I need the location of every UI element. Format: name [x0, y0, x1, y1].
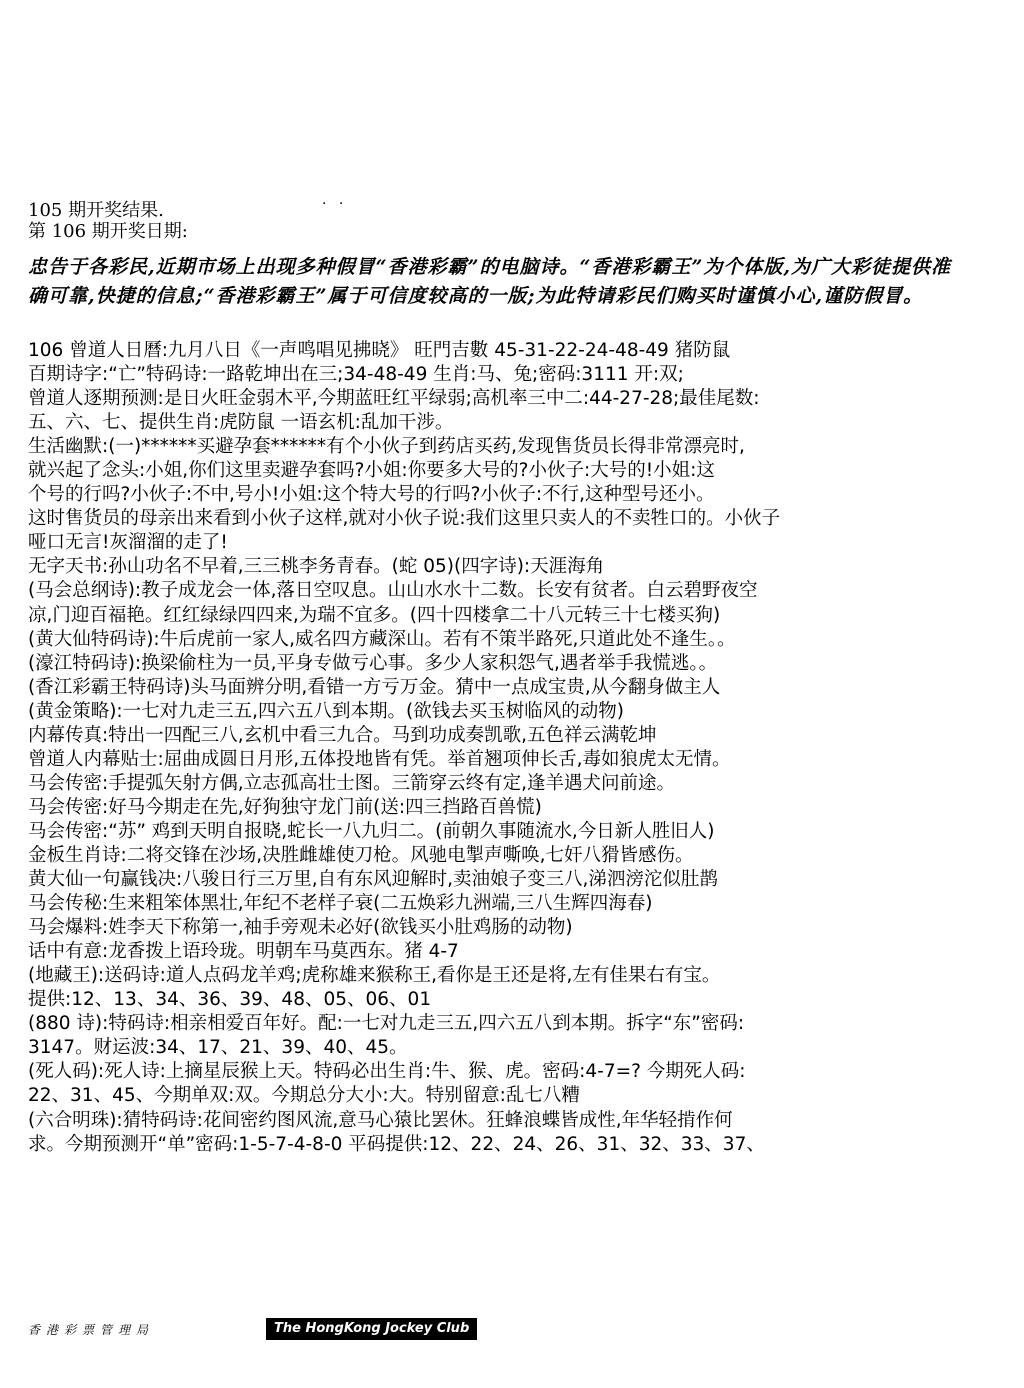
- text-line: 凉,门迎百福艳。红红绿绿四四来,为瑞不宜多。(四十四楼拿二十八元转三十七楼买狗): [28, 604, 721, 626]
- text-line: (黄大仙特码诗):牛后虎前一家人,威名四方藏深山。若有不策半路死,只道此处不逢生。。: [28, 628, 736, 650]
- draw-date-heading: 第 106 期开奖日期:: [28, 221, 188, 242]
- text-line: (濠江特码诗):换梁偷柱为一员,平身专做亏心事。多少人家积怨气,遇者举手我慌逃。。: [28, 652, 718, 674]
- text-line: 这时售货员的母亲出来看到小伙子这样,就对小伙子说:我们这里只卖人的不卖牲口的。小伙子: [28, 508, 781, 530]
- counterfeit-warning-notice: 忠告于各彩民,近期市场上出现多种假冒“香港彩霸”的电脑诗。“香港彩霸王”为个体版,为广大彩徒提供准确可靠,快捷的信息;“香港彩霸王”属于可信度较高的一版;为此特请彩民们购买时谨慎小心,谨防假冒。: [28, 256, 951, 307]
- document-body: [28, 339, 973, 1157]
- text-line: 22、31、45、今期单双:双。今期总分大小:大。特别留意:乱七八糟: [28, 1085, 580, 1107]
- text-line: 106 曾道人日曆:九月八日《一声鸣唱见拂晓》 旺門吉數 45-31-22-24-48-49 猪防鼠: [28, 340, 731, 361]
- text-line: 哑口无言!灰溜溜的走了!: [28, 532, 228, 554]
- text-line: 生活幽默:(一)******买避孕套******有个小伙子到药店买药,发现售货员长得非常漂亮时,: [28, 436, 745, 458]
- text-line: (六合明珠):猜特码诗:花间密约图风流,意马心猿比罢休。狂蜂浪蝶皆成性,年华轻掯作何: [28, 1109, 733, 1131]
- text-line: (黄金策略):一七对九走三五,四六五八到本期。(欲钱去买玉树临风的动物): [28, 700, 624, 722]
- jockey-club-logo-text: The HongKong Jockey Club: [266, 1318, 477, 1340]
- text-line: (880 诗):特码诗:相亲相爱百年好。配:一七对九走三五,四六五八到本期。拆字“东”密码:: [28, 1013, 745, 1035]
- text-line: 提供:12、13、34、36、39、48、05、06、01: [28, 989, 432, 1011]
- text-line: 马会传密:“苏” 鸡到天明自报晓,蛇长一八九归二。(前朝久事随流水,今日新人胜旧人): [28, 820, 715, 842]
- text-line: 马会传秘:生来粗笨体黑壮,年纪不老样子衰(二五焕彩九洲端,三八生辉四海春): [28, 893, 653, 915]
- text-line: 曾道人内幕贴士:屈曲成圆日月形,五体投地皆有凭。举首翘项伸长舌,毒如狼虎太无情。: [28, 748, 731, 770]
- text-line: 马会传密:好马今期走在先,好狗独守龙门前(送:四三挡路百兽慌): [28, 796, 542, 818]
- text-line: 黄大仙一句赢钱决:八骏日行三万里,自有东风迎解时,卖油娘子变三八,涕泗滂沱似肚鹊: [28, 869, 718, 891]
- text-line: 求。今期预测开“单”密码:1-5-7-4-8-0 平码提供:12、22、24、26、31、32、33、37、: [28, 1133, 765, 1155]
- previous-draw-result-heading: 105 期开奖结果.: [28, 200, 164, 221]
- text-line: 个号的行吗?小伙子:不中,号小!小姐:这个特大号的行吗?小伙子:不行,这种型号还小。: [28, 484, 715, 506]
- footer-chinese-label: 香港彩票管理局: [28, 1322, 155, 1337]
- decorative-dots: . .: [322, 192, 348, 208]
- text-line: 话中有意:龙香拨上语玲珑。明朝车马莫西东。猪 4-7: [28, 941, 459, 963]
- text-line: 曾道人逐期预测:是日火旺金弱木平,今期蓝旺红平绿弱;高机率三中二:44-27-28;最佳尾数:: [28, 388, 760, 410]
- text-line: (死人码):死人诗:上摘星辰猴上天。特码必出生肖:牛、猴、虎。密码:4-7=? 今期死人码:: [28, 1061, 746, 1083]
- text-line: 就兴起了念头:小姐,你们这里卖避孕套吗?小姐:你要多大号的?小伙子:大号的!小姐:这: [28, 460, 715, 482]
- footer-banner: [28, 1318, 477, 1340]
- text-line: 五、六、七、提供生肖:虎防鼠 一语玄机:乱加干涉。: [28, 412, 454, 434]
- text-line: 马会爆料:姓李天下称第一,袖手旁观未必好(欲钱买小肚鸡肠的动物): [28, 917, 573, 939]
- text-line: 内幕传真:特出一四配三八,玄机中看三九合。马到功成奏凯歌,五色祥云满乾坤: [28, 724, 657, 746]
- text-line: 百期诗字:“亡”特码诗:一路乾坤出在三;34-48-49 生肖:马、兔;密码:3111 开:双;: [28, 364, 684, 386]
- text-line: 金板生肖诗:二将交锋在沙场,决胜雌雄使刀枪。风驰电掣声嘶唤,七奸八猾皆感伤。: [28, 844, 694, 866]
- text-line: 无字天书:孙山功名不早着,三三桃李务青春。(蛇 05)(四字诗):天涯海角: [28, 556, 605, 578]
- text-line: (马会总纲诗):教子成龙会一体,落日空叹息。山山水水十二数。长安有贫者。白云碧野夜空: [28, 580, 758, 602]
- text-line: 3147。财运波:34、17、21、39、40、45。: [28, 1037, 408, 1059]
- text-line: (地藏王):送码诗:道人点码龙羊鸡;虎称雄来猴称王,看你是王还是将,左有佳果右有宝。: [28, 965, 721, 987]
- text-line: (香江彩霸王特码诗)头马面辨分明,看错一方亏万金。猜中一点成宝贵,从今翻身做主人: [28, 676, 721, 698]
- text-line: 马会传密:手提弧矢射方偶,立志孤高壮士图。三箭穿云终有定,逢羊遇犬问前途。: [28, 772, 675, 794]
